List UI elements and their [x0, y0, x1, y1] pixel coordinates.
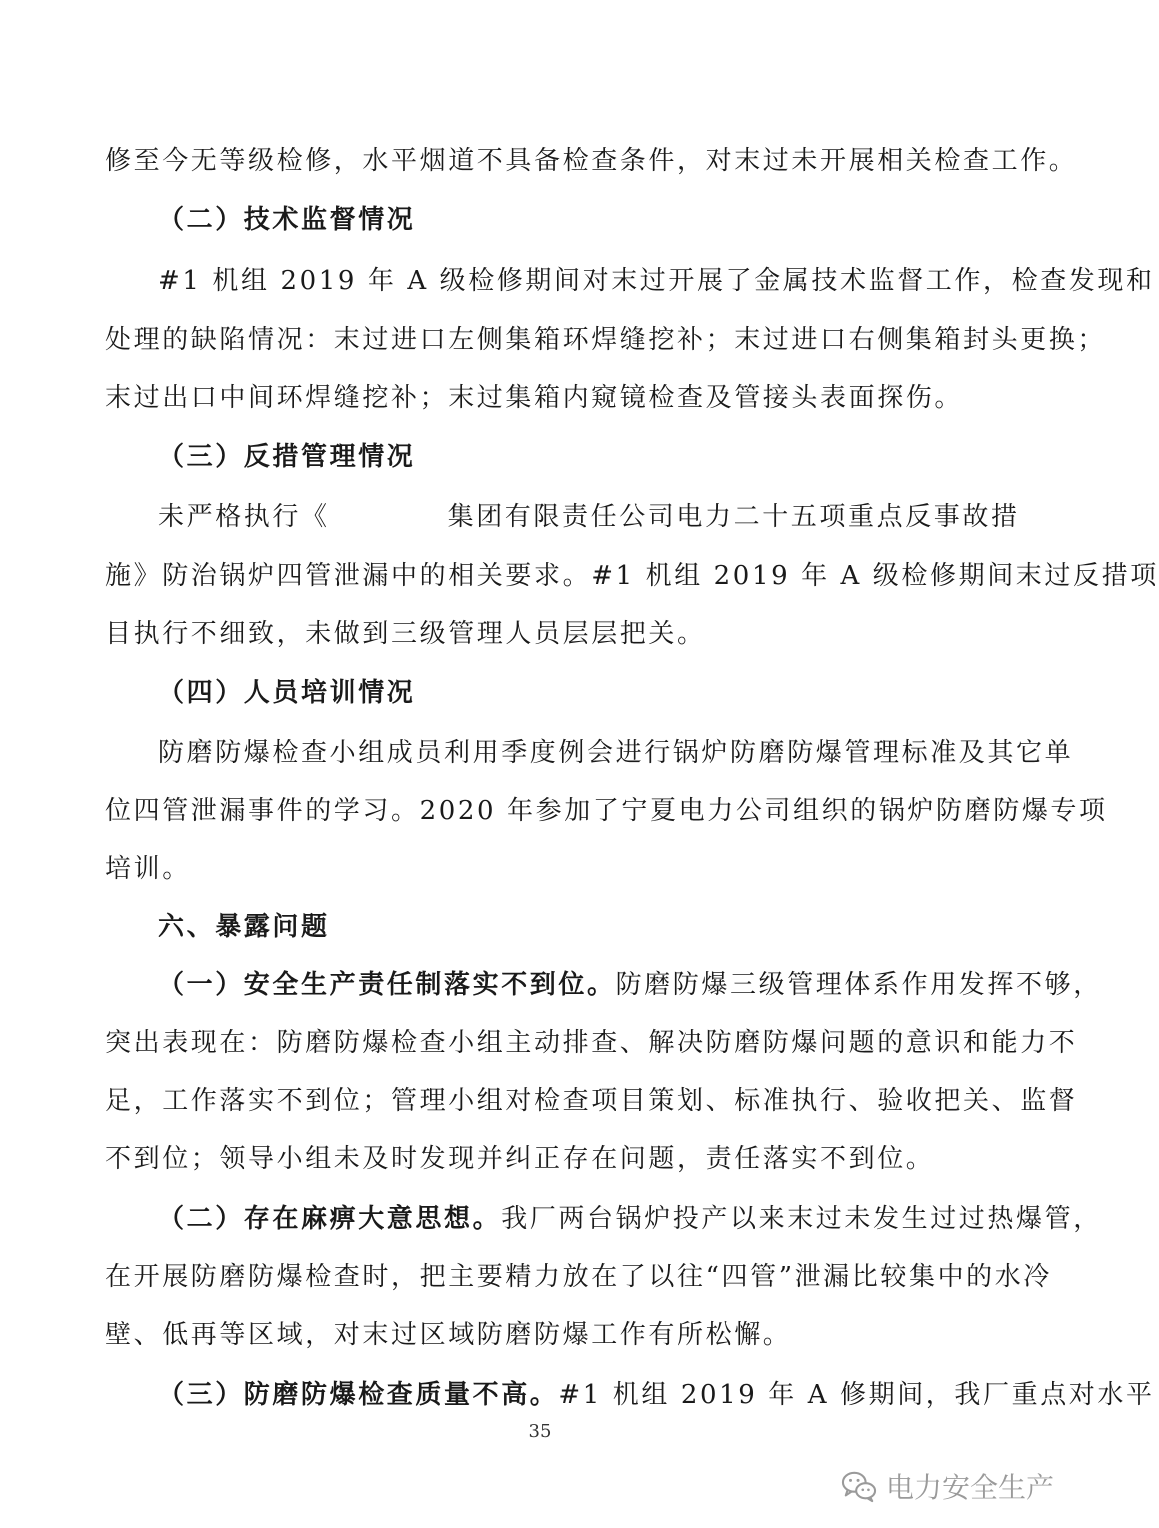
watermark-text: 电力安全生产	[886, 1471, 1055, 1504]
text-line: 处理的缺陷情况：末过进口左侧集箱环焊缝挖补；末过进口右侧集箱封头更换；	[105, 325, 1107, 355]
text-segment: 未严格执行《	[158, 502, 330, 532]
text-line: 足，工作落实不到位；管理小组对检查项目策划、标准执行、验收把关、监督	[105, 1086, 1078, 1116]
text-line: 目执行不细致，未做到三级管理人员层层把关。	[105, 619, 706, 649]
bold-lead: （一）安全生产责任制落实不到位。	[158, 970, 616, 1000]
text-line	[158, 497, 1020, 537]
wechat-icon	[840, 1469, 878, 1503]
redaction-block	[330, 505, 448, 531]
bold-lead: （三）防磨防爆检查质量不高。	[158, 1380, 559, 1410]
watermark	[840, 1466, 1054, 1506]
bold-lead: （二）存在麻痹大意思想。	[158, 1204, 502, 1234]
page-number: 35	[528, 1421, 552, 1442]
text-line: #1 机组 2019 年 A 级检修期间对末过开展了金属技术监督工作，检查发现和	[158, 266, 1155, 296]
text-line: 突出表现在：防磨防爆检查小组主动排查、解决防磨防爆问题的意识和能力不	[105, 1028, 1078, 1058]
text-line	[158, 965, 1102, 1005]
chapter-heading: 六、暴露问题	[158, 912, 330, 942]
text-segment: 我厂两台锅炉投产以来末过未发生过过热爆管，	[501, 1204, 1102, 1234]
section-heading: （三）反措管理情况	[158, 442, 416, 472]
text-segment: #1 机组 2019 年 A 修期间，我厂重点对水平	[558, 1380, 1155, 1410]
text-segment: 集团有限责任公司电力二十五项重点反事故措	[447, 502, 1020, 532]
text-line: 末过出口中间环焊缝挖补；末过集箱内窥镜检查及管接头表面探伤。	[105, 383, 964, 413]
section-heading: （二）技术监督情况	[158, 205, 416, 235]
text-line	[158, 1199, 1102, 1239]
text-line: 不到位；领导小组未及时发现并纠正存在问题，责任落实不到位。	[105, 1144, 935, 1174]
text-line: 壁、低再等区域，对末过区域防磨防爆工作有所松懈。	[105, 1320, 792, 1350]
text-line: 在开展防磨防爆检查时，把主要精力放在了以往“四管”泄漏比较集中的水冷	[105, 1262, 1052, 1292]
text-line: 修至今无等级检修，水平烟道不具备检查条件，对末过未开展相关检查工作。	[105, 146, 1078, 176]
text-line: 防磨防爆检查小组成员利用季度例会进行锅炉防磨防爆管理标准及其它单	[158, 738, 1074, 768]
section-heading: （四）人员培训情况	[158, 678, 416, 708]
text-line: 培训。	[105, 854, 191, 884]
text-segment: 防磨防爆三级管理体系作用发挥不够，	[615, 970, 1102, 1000]
text-line: 施》防治锅炉四管泄漏中的相关要求。#1 机组 2019 年 A 级检修期间末过反措项	[105, 561, 1159, 591]
text-line	[158, 1375, 1155, 1415]
text-line: 位四管泄漏事件的学习。2020 年参加了宁夏电力公司组织的锅炉防磨防爆专项	[105, 796, 1108, 826]
